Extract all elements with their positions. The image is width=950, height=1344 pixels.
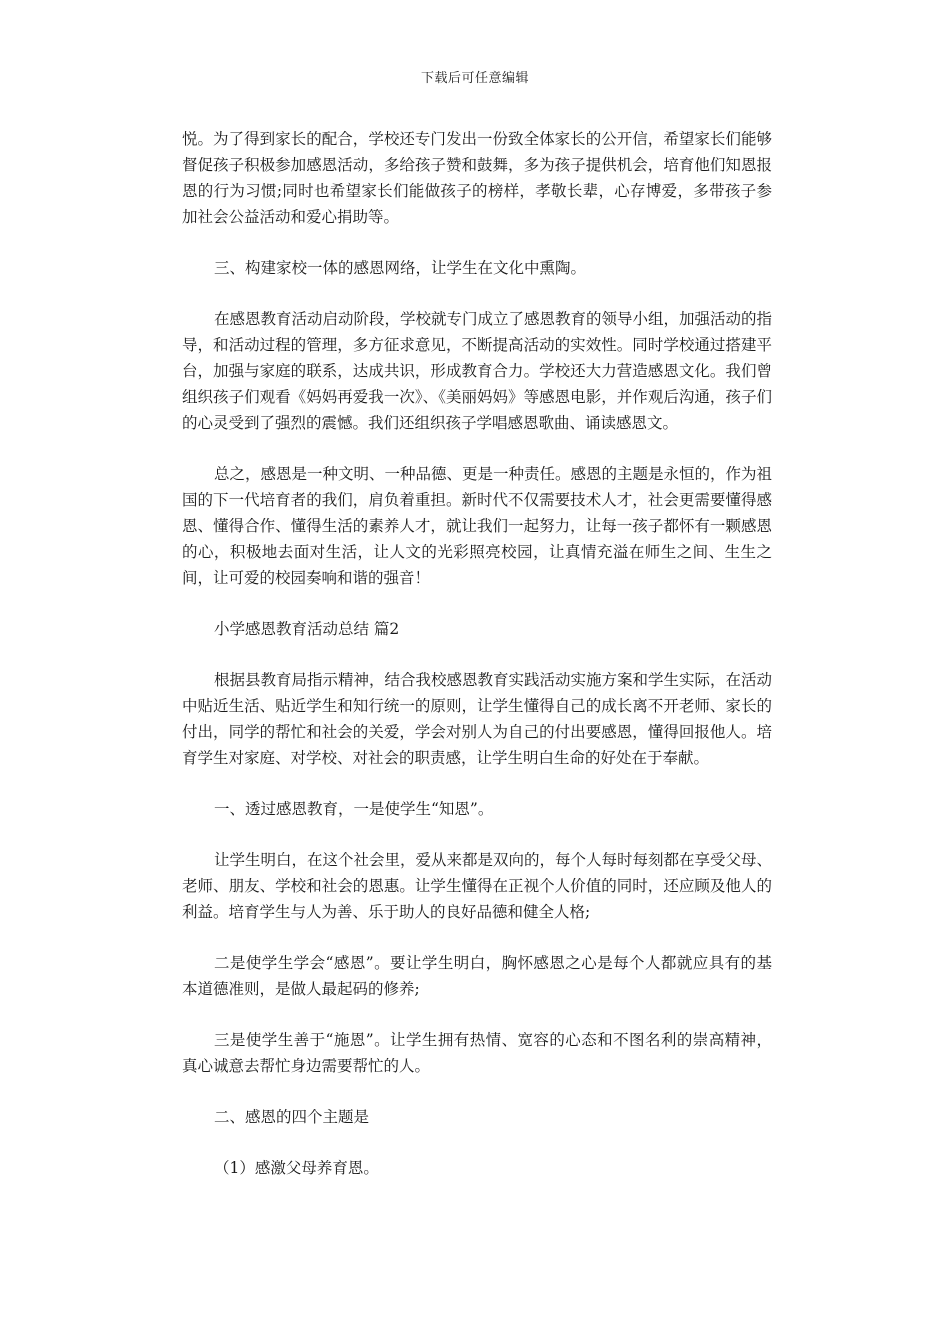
paragraph: 让学生明白，在这个社会里，爱从来都是双向的，每个人每时每刻都在享受父母、老师、朋友、学校和社会的恩惠。让学生懂得在正视个人价值的同时，还应顾及他人的利益。培育学生与人为善、乐于助人的良好品德和健全人格;	[182, 851, 773, 921]
section-heading: 三、构建家校一体的感恩网络，让学生在文化中熏陶。	[214, 259, 587, 277]
page-header-note: 下载后可任意编辑	[420, 71, 529, 86]
list-item: （1）感激父母养育恩。	[214, 1159, 379, 1177]
paragraph: 二是使学生学会“感恩”。要让学生明白，胸怀感恩之心是每个人都就应具有的基本道德准则，是做人最起码的修养;	[182, 954, 772, 998]
section-heading: 一、透过感恩教育，一是使学生“知恩”。	[214, 800, 494, 818]
paragraph: 悦。为了得到家长的配合，学校还专门发出一份致全体家长的公开信，希望家长们能够督促孩子积极参加感恩活动，多给孩子赞和鼓舞，多为孩子提供机会，培育他们知恩报恩的行为习惯;同时也希望家长们能做孩子的榜样，孝敬长辈，心存博爱，多带孩子参加社会公益活动和爱心捐助等。	[182, 130, 772, 226]
paragraph: 在感恩教育活动启动阶段，学校就专门成立了感恩教育的领导小组，加强活动的指导，和活动过程的管理，多方征求意见，不断提高活动的实效性。同时学校通过搭建平台，加强与家庭的联系，达成共识，形成教育合力。学校还大力营造感恩文化。我们曾组织孩子们观看《妈妈再爱我一次》、《美丽妈妈》等感恩电影，并作观后沟通，孩子们的心灵受到了强烈的震憾。我们还组织孩子学唱感恩歌曲、诵读感恩文。	[182, 310, 773, 432]
paragraph: 根据县教育局指示精神，结合我校感恩教育实践活动实施方案和学生实际，在活动中贴近生活、贴近学生和知行统一的原则，让学生懂得自己的成长离不开老师、家长的付出，同学的帮忙和社会的关爱，学会对别人为自己的付出要感恩，懂得回报他人。培育学生对家庭、对学校、对社会的职责感，让学生明白生命的好处在于奉献。	[182, 671, 773, 767]
paragraph: 三是使学生善于“施恩”。让学生拥有热情、宽容的心态和不图名利的崇高精神，真心诚意去帮忙身边需要帮忙的人。	[182, 1031, 772, 1075]
article-title: 小学感恩教育活动总结 篇2	[214, 620, 400, 638]
document-body	[182, 126, 772, 1206]
paragraph: 总之，感恩是一种文明、一种品德、更是一种责任。感恩的主题是永恒的，作为祖国的下一代培育者的我们，肩负着重担。新时代不仅需要技术人才，社会更需要懂得感恩、懂得合作、懂得生活的素养人才，就让我们一起努力，让每一孩子都怀有一颗感恩的心，积极地去面对生活，让人文的光彩照亮校园，让真情充溢在师生之间、生生之间，让可爱的校园奏响和谐的强音！	[182, 465, 773, 587]
section-heading: 二、感恩的四个主题是	[214, 1108, 370, 1126]
